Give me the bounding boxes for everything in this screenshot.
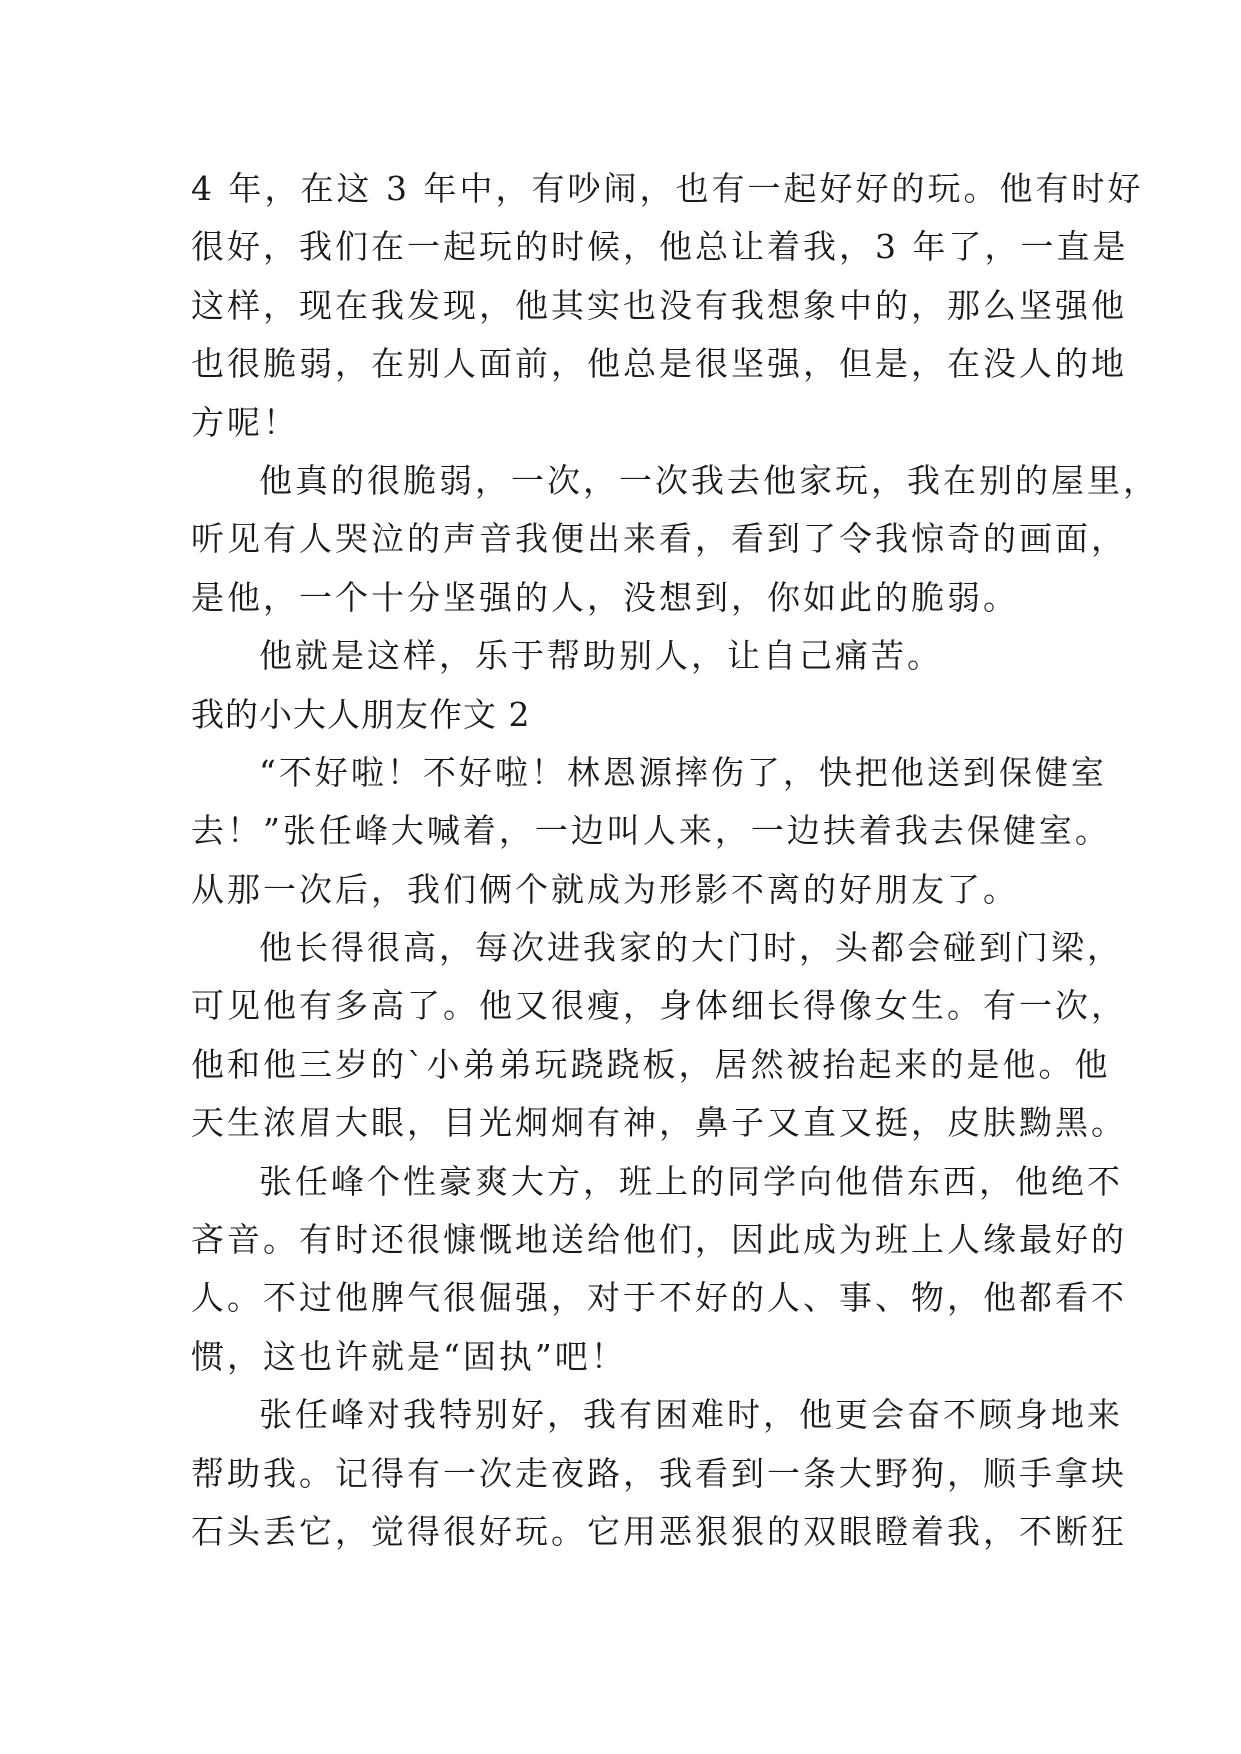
paragraph-first-line: 张任峰对我特别好，我有困难时，他更会奋不顾身地来 <box>259 1395 1123 1435</box>
paragraph-first-line: 他长得很高，每次进我家的大门时，头都会碰到门梁， <box>259 928 1123 968</box>
text-line: 方呢！ <box>191 402 299 442</box>
paragraph-first-line: 他就是这样，乐于帮助别人，让自己痛苦。 <box>259 636 943 676</box>
text-line: 4 年，在这 3 年中，有吵闹，也有一起好好的玩。他有时好 <box>191 169 1144 208</box>
text-line: 石头丢它，觉得很好玩。它用恶狠狠的双眼瞪着我，不断狂 <box>191 1511 1127 1551</box>
document-body <box>191 160 1159 1561</box>
paragraph-first-line: 他真的很脆弱，一次，一次我去他家玩，我在别的屋里， <box>259 460 1159 500</box>
text-line: 可见他有多高了。他又很瘦，身体细长得像女生。有一次， <box>191 986 1127 1026</box>
text-line: 听见有人哭泣的声音我便出来看，看到了令我惊奇的画面， <box>191 519 1127 559</box>
text-line: 帮助我。记得有一次走夜路，我看到一条大野狗，顺手拿块 <box>191 1453 1127 1493</box>
text-line: 惯，这也许就是“固执”吧！ <box>191 1336 627 1376</box>
paragraph-first-line: “不好啦！不好啦！林恩源摔伤了，快把他送到保健室 <box>259 752 1107 792</box>
text-line: 很好，我们在一起玩的时候，他总让着我，3 年了，一直是 <box>191 227 1129 267</box>
section-heading: 我的小大人朋友作文 2 <box>191 694 531 734</box>
text-line: 吝音。有时还很慷慨地送给他们，因此成为班上人缘最好的 <box>191 1220 1127 1260</box>
paragraph-first-line: 张任峰个性豪爽大方，班上的同学向他借东西，他绝不 <box>259 1161 1123 1201</box>
text-line: 这样，现在我发现，他其实也没有我想象中的，那么坚强他 <box>191 285 1127 325</box>
text-line: 是他，一个十分坚强的人，没想到，你如此的脆弱。 <box>191 577 1019 617</box>
text-line: 从那一次后，我们俩个就成为形影不离的好朋友了。 <box>191 869 1019 909</box>
text-line: 天生浓眉大眼，目光炯炯有神，鼻子又直又挺，皮肤黝黑。 <box>191 1103 1127 1143</box>
text-line: 去！”张任峰大喊着，一边叫人来，一边扶着我去保健室。 <box>191 811 1111 851</box>
text-line: 也很脆弱，在别人面前，他总是很坚强，但是，在没人的地 <box>191 344 1127 384</box>
text-line: 他和他三岁的`小弟弟玩跷跷板，居然被抬起来的是他。他 <box>191 1044 1111 1084</box>
text-line: 人。不过他脾气很倔强，对于不好的人、事、物，他都看不 <box>191 1278 1127 1318</box>
